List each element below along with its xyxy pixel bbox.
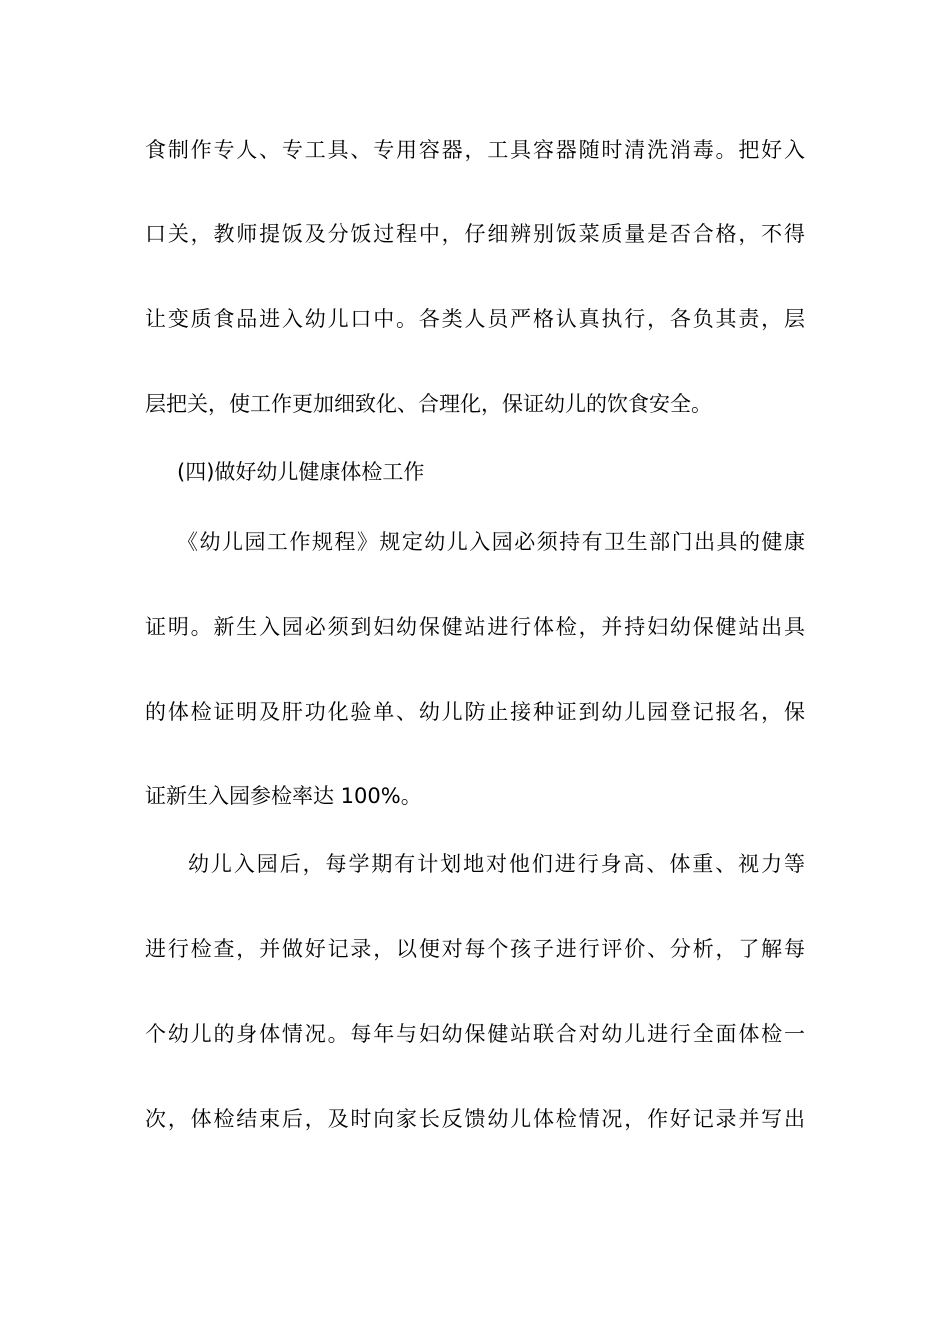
paragraph-line: 《幼儿园工作规程》规定幼儿入园必须持有卫生部门出具的健康 xyxy=(177,530,805,554)
section-heading: (四)做好幼儿健康体检工作 xyxy=(177,460,425,484)
paragraph-line: 次，体检结束后，及时向家长反馈幼儿体检情况，作好记录并写出 xyxy=(145,1107,805,1131)
paragraph-line: 幼儿入园后，每学期有计划地对他们进行身高、体重、视力等 xyxy=(188,852,805,876)
paragraph-line: 口关，教师提饭及分饭过程中，仔细辨别饭菜质量是否合格，不得 xyxy=(145,222,805,246)
paragraph-line: 层把关，使工作更加细致化、合理化，保证幼儿的饮食安全。 xyxy=(145,392,712,416)
paragraph-line: 证明。新生入园必须到妇幼保健站进行体检，并持妇幼保健站出具 xyxy=(145,615,805,639)
paragraph-line: 让变质食品进入幼儿口中。各类人员严格认真执行，各负其责，层 xyxy=(145,307,805,331)
paragraph-line: 个幼儿的身体情况。每年与妇幼保健站联合对幼儿进行全面体检一 xyxy=(145,1022,805,1046)
paragraph-line: 证新生入园参检率达 100%。 xyxy=(145,784,422,808)
paragraph-line: 的体检证明及肝功化验单、幼儿防止接种证到幼儿园登记报名，保 xyxy=(145,700,805,724)
paragraph-line: 食制作专人、专工具、专用容器，工具容器随时清洗消毒。把好入 xyxy=(145,138,805,162)
paragraph-line: 进行检查，并做好记录，以便对每个孩子进行评价、分析，了解每 xyxy=(145,937,805,961)
